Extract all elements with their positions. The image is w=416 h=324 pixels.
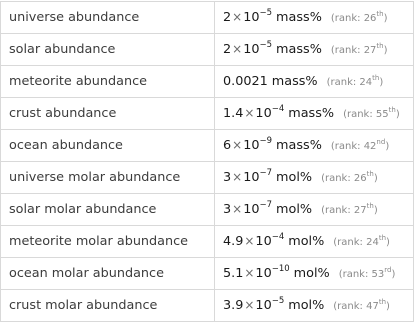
- property-value: [215, 162, 414, 194]
- times-symbol: ×: [232, 138, 243, 152]
- rank-close: ): [386, 301, 390, 312]
- rank-number: 26: [353, 173, 367, 184]
- value-unit: mol%: [288, 234, 325, 249]
- rank-close: ): [386, 237, 390, 248]
- value-unit: mass%: [271, 74, 318, 89]
- rank-prefix: (rank:: [333, 301, 367, 312]
- property-label: solar molar abundance: [1, 194, 215, 226]
- rank-ordinal-suffix: th: [372, 73, 380, 82]
- table-row: [1, 194, 414, 226]
- rank-close: ): [373, 205, 378, 216]
- value-mantissa: 6: [223, 138, 232, 153]
- rank-annotation: [333, 297, 390, 312]
- value-unit: mol%: [288, 298, 325, 313]
- table-row: [1, 66, 414, 98]
- property-label: universe molar abundance: [1, 162, 215, 194]
- value-unit: mol%: [276, 202, 313, 217]
- rank-ordinal-suffix: th: [376, 9, 384, 18]
- rank-ordinal-suffix: th: [388, 105, 396, 114]
- rank-prefix: (rank:: [330, 13, 364, 24]
- rank-annotation: [330, 137, 390, 152]
- rank-close: ): [383, 45, 388, 56]
- abundance-table: [0, 1, 414, 322]
- value-exponent: −5: [259, 39, 273, 50]
- property-label: meteorite molar abundance: [1, 226, 215, 258]
- value-unit: mass%: [276, 138, 322, 153]
- rank-ordinal-suffix: nd: [376, 137, 386, 146]
- rank-number: 53: [371, 269, 385, 280]
- rank-number: 24: [366, 237, 379, 248]
- rank-close: ): [379, 77, 384, 88]
- value-base: 10: [243, 202, 260, 217]
- table-row: [1, 98, 414, 130]
- property-label: solar abundance: [1, 34, 215, 66]
- value-mantissa: 4.9: [223, 234, 244, 249]
- property-value: [215, 258, 414, 290]
- table-row: [1, 130, 414, 162]
- rank-close: ): [383, 13, 388, 24]
- rank-number: 55: [375, 109, 389, 120]
- value-base: 10: [255, 266, 272, 281]
- rank-annotation: [330, 41, 388, 56]
- value-unit: mol%: [276, 170, 313, 185]
- rank-annotation: [326, 73, 384, 88]
- value-exponent: −7: [259, 199, 273, 210]
- rank-ordinal-suffix: th: [366, 169, 374, 178]
- times-symbol: ×: [244, 298, 255, 312]
- property-label: meteorite abundance: [1, 66, 215, 98]
- property-label: ocean molar abundance: [1, 258, 215, 290]
- rank-number: 47: [366, 301, 379, 312]
- abundance-table-body: [1, 2, 414, 322]
- value-base: 10: [255, 298, 272, 313]
- table-row: [1, 34, 414, 66]
- rank-prefix: (rank:: [321, 173, 354, 184]
- property-label: universe abundance: [1, 2, 215, 34]
- rank-prefix: (rank:: [343, 109, 376, 120]
- value-base: 10: [243, 42, 260, 57]
- value-unit: mass%: [276, 42, 322, 57]
- table-row: [1, 226, 414, 258]
- rank-annotation: [321, 201, 378, 216]
- rank-prefix: (rank:: [333, 237, 367, 248]
- property-value: [215, 194, 414, 226]
- rank-prefix: (rank:: [338, 269, 372, 280]
- value-unit: mass%: [276, 10, 322, 25]
- table-row: [1, 162, 414, 194]
- times-symbol: ×: [232, 42, 243, 56]
- rank-annotation: [321, 169, 378, 184]
- rank-close: ): [385, 141, 390, 152]
- table-row: [1, 258, 414, 290]
- rank-annotation: [338, 265, 396, 280]
- rank-close: ): [395, 109, 400, 120]
- times-symbol: ×: [244, 266, 255, 280]
- value-base: 10: [255, 234, 272, 249]
- rank-prefix: (rank:: [321, 205, 354, 216]
- rank-prefix: (rank:: [326, 77, 360, 88]
- rank-annotation: [333, 233, 390, 248]
- value-exponent: −7: [259, 167, 273, 178]
- rank-prefix: (rank:: [330, 45, 364, 56]
- times-symbol: ×: [244, 234, 255, 248]
- rank-ordinal-suffix: rd: [384, 265, 392, 274]
- property-value: [215, 2, 414, 34]
- rank-number: 27: [363, 45, 377, 56]
- rank-number: 24: [359, 77, 373, 88]
- value-mantissa: 2: [223, 10, 232, 25]
- rank-prefix: (rank:: [330, 141, 364, 152]
- rank-ordinal-suffix: th: [376, 41, 384, 50]
- times-symbol: ×: [232, 170, 243, 184]
- property-value: [215, 130, 414, 162]
- rank-ordinal-suffix: th: [378, 297, 387, 306]
- rank-number: 42: [363, 141, 377, 152]
- rank-close: ): [391, 269, 396, 280]
- value-mantissa: 3: [223, 202, 232, 217]
- value-exponent: −5: [271, 295, 285, 306]
- property-value: [215, 98, 414, 130]
- rank-annotation: [330, 9, 388, 24]
- value-base: 10: [255, 106, 272, 121]
- times-symbol: ×: [232, 202, 243, 216]
- value-base: 10: [243, 138, 260, 153]
- value-mantissa: 5.1: [223, 266, 244, 281]
- value-base: 10: [243, 10, 260, 25]
- property-value: [215, 290, 414, 322]
- value-exponent: −9: [259, 135, 273, 146]
- value-unit: mol%: [293, 266, 330, 281]
- value-mantissa: 2: [223, 42, 232, 57]
- times-symbol: ×: [244, 106, 255, 120]
- rank-number: 26: [363, 13, 377, 24]
- property-label: crust molar abundance: [1, 290, 215, 322]
- value-exponent: −4: [271, 231, 285, 242]
- value-exponent: −10: [271, 263, 290, 274]
- rank-close: ): [373, 173, 378, 184]
- property-value: [215, 66, 414, 98]
- property-label: ocean abundance: [1, 130, 215, 162]
- value-mantissa: 1.4: [223, 106, 244, 121]
- value-unit: mass%: [288, 106, 335, 121]
- times-symbol: ×: [232, 10, 243, 24]
- value-exponent: −5: [259, 7, 273, 18]
- property-value: [215, 226, 414, 258]
- table-row: [1, 2, 414, 34]
- property-value: [215, 34, 414, 66]
- rank-ordinal-suffix: th: [378, 233, 387, 242]
- rank-number: 27: [353, 205, 367, 216]
- table-row: [1, 290, 414, 322]
- property-label: crust abundance: [1, 98, 215, 130]
- rank-annotation: [343, 105, 400, 120]
- rank-ordinal-suffix: th: [366, 201, 374, 210]
- value-exponent: −4: [271, 103, 285, 114]
- value-mantissa: 3: [223, 170, 232, 185]
- value-mantissa: 3.9: [223, 298, 244, 313]
- value-number: 0.0021: [223, 74, 268, 89]
- value-base: 10: [243, 170, 260, 185]
